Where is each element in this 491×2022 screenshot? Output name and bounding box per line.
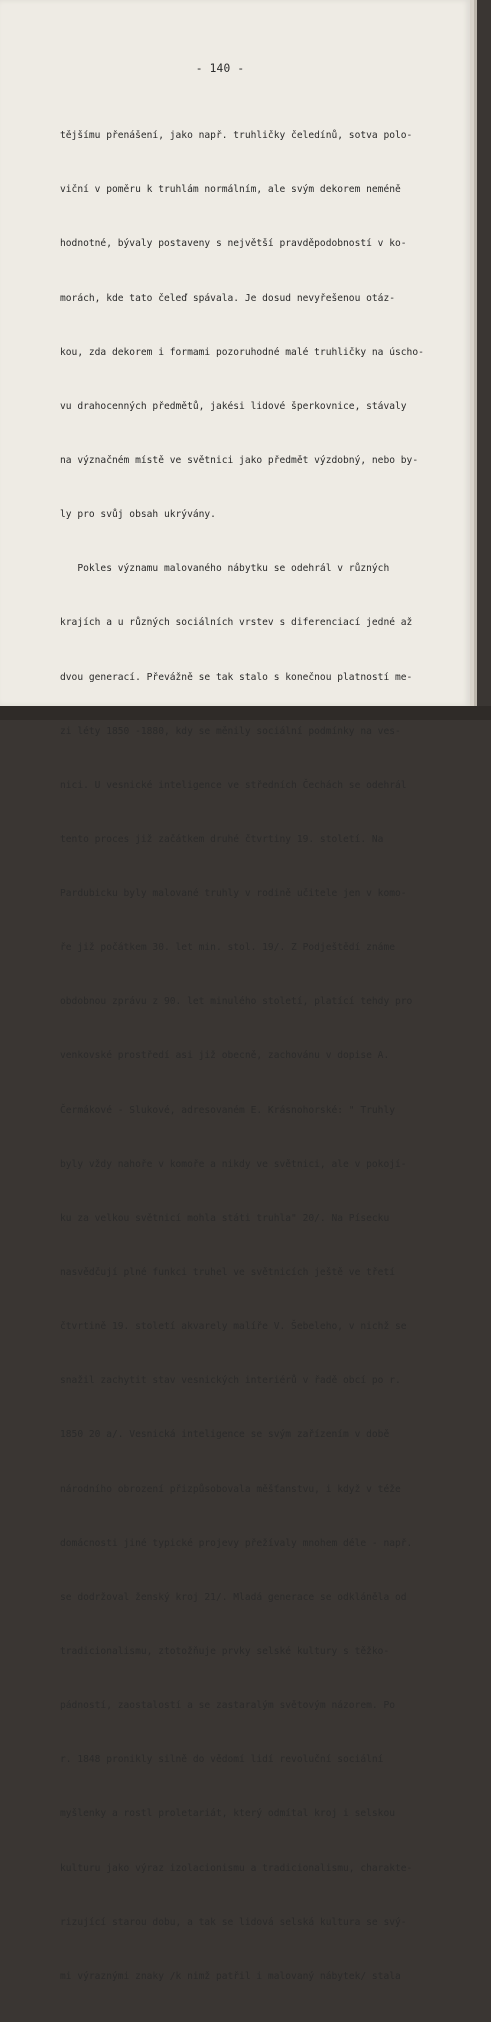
text-line: mi výraznými znaky /k nimž patřil i malovaný nábytek/ stala bbox=[60, 1970, 401, 1982]
text-line: nasvědčují plné funkci truhel ve světnicích ještě ve třetí bbox=[60, 1267, 396, 1279]
text-line: se dodržoval ženský kroj 21/. Mladá generace se odkláněla od bbox=[60, 1591, 407, 1603]
text-line: domácnosti jiné typické projevy přežívaly mnohem déle - např. bbox=[60, 1537, 413, 1549]
text-line: dvou generací. Převážně se tak stalo s konečnou platností me- bbox=[60, 671, 413, 683]
text-line: tento proces již začátkem druhé čtvrtiny 19. století. Na bbox=[60, 833, 384, 845]
text-line: tradicionalismu, ztotožňuje prvky selské kultury s těžko- bbox=[60, 1646, 390, 1658]
text-line: morách, kde tato čeleď spávala. Je dosud nevyřešenou otáz- bbox=[60, 292, 396, 304]
text-line: krajích a u různých sociálních vrstev s diferenciací jedné až bbox=[60, 617, 413, 629]
text-line: byly vždy nahoře v komoře a nikdy ve světnici, ale v pokojí- bbox=[60, 1158, 407, 1170]
text-line: tějšímu přenášení, jako např. truhličky čeledínů, sotva polo- bbox=[60, 130, 413, 142]
text-line: národního obrození přizpůsobovala měšťanstvu, i když v téže bbox=[60, 1483, 401, 1495]
text-line: hodnotné, bývaly postaveny s největší pravděpodobností v ko- bbox=[60, 238, 407, 250]
text-line: ly pro svůj obsah ukrývány. bbox=[60, 509, 216, 521]
text-line: vu drahocenných předmětů, jakési lidové šperkovnice, stávaly bbox=[60, 400, 407, 412]
text-line: nici. U vesnické inteligence ve středních Čechách se odehrál bbox=[60, 779, 407, 791]
text-line: myšlenky a rostl proletariát, který odmítal kroj i selskou bbox=[60, 1808, 396, 1820]
text-line: rizující starou dobu, a tak se lidová selská kultura se svý- bbox=[60, 1916, 407, 1928]
text-line: venkovské prostředí asi již obecně, zachovánu v dopise A. bbox=[60, 1050, 390, 1062]
text-line: Pardubicku byly malované truhly v rodině učitele jen v komo- bbox=[60, 888, 407, 900]
text-line: na význačném místě ve světnici jako předmět výzdobný, nebo by- bbox=[60, 454, 419, 466]
text-line: kou, zda dekorem i formami pozoruhodné malé truhličky na úscho- bbox=[60, 346, 424, 358]
body-text bbox=[60, 91, 440, 2022]
text-line: kulturu jako výraz izolacionismu a tradicionalismu, charakte- bbox=[60, 1862, 413, 1874]
text-line: Pokles významu malovaného nábytku se odehrál v různých bbox=[60, 563, 390, 575]
text-line: Čermákové - Slukové, adresovaném E. Krásnohorské: " Truhly bbox=[60, 1104, 396, 1116]
page-number: - 140 - bbox=[195, 62, 245, 75]
page-edge-shadow bbox=[474, 0, 477, 706]
text-line: ku za velkou světnicí mohla státi truhla" 20/. Na Písecku bbox=[60, 1212, 390, 1224]
text-line: snažil zachytit stav vesnických interiérů v řadě obcí po r. bbox=[60, 1375, 401, 1387]
text-line: r. 1848 pronikly silně do vědomí lidí revoluční sociální bbox=[60, 1754, 384, 1766]
scan-background bbox=[0, 706, 491, 720]
text-line: zi léty 1850 -1880, kdy se měnily sociální podmínky na ves- bbox=[60, 725, 401, 737]
text-line: pádností, zaostalostí a se zastaralým světovým názorem. Po bbox=[60, 1700, 396, 1712]
text-line: čtvrtině 19. století akvarely malíře V. Šebeleho, v nichž se bbox=[60, 1321, 407, 1333]
text-line: 1850 20 a/. Vesnická inteligence se svým zařízením v době bbox=[60, 1429, 390, 1441]
text-line: ře již počátkem 30. let min. stol. 19/. Z Podještědí známe bbox=[60, 942, 396, 954]
text-line: obdobnou zprávu z 90. let minulého století, platící tehdy pro bbox=[60, 996, 413, 1008]
text-line: viční v poměru k truhlám normálním, ale svým dekorem neméně bbox=[60, 184, 401, 196]
